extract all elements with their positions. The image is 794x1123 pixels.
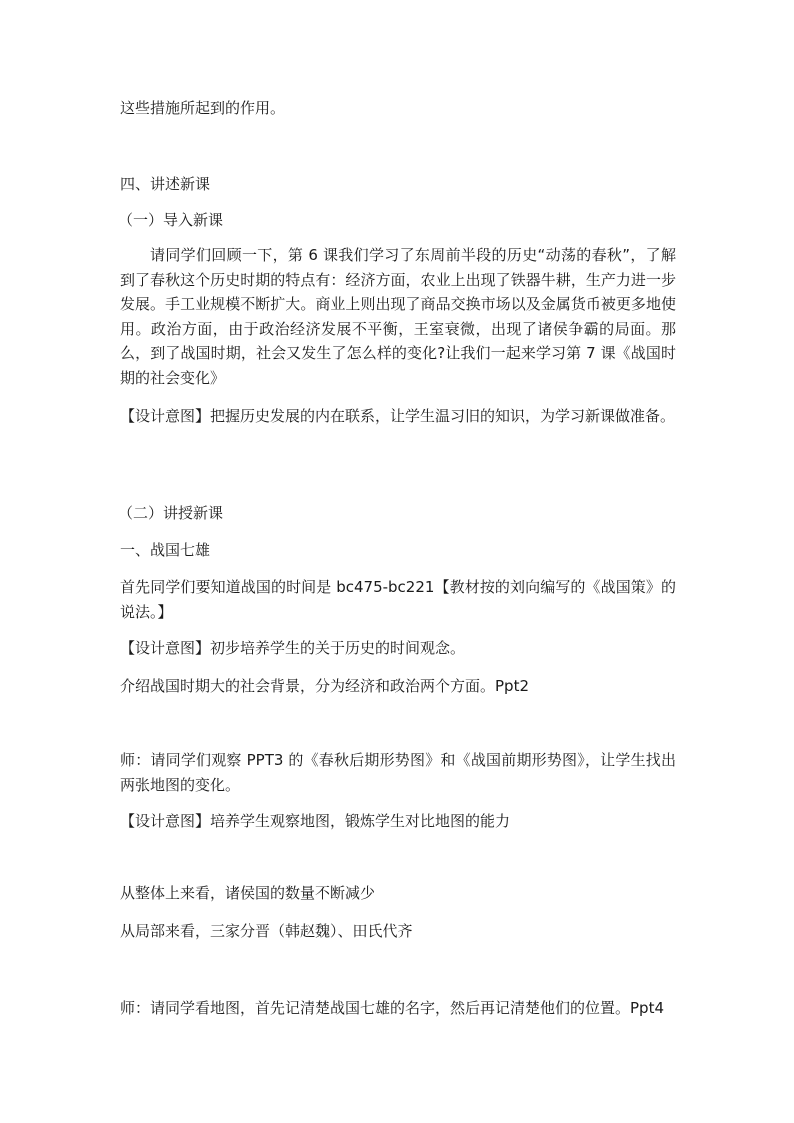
section-heading-lecture: 四、讲述新课	[120, 175, 211, 193]
paragraph-design-intent-2: 【设计意图】初步培养学生的关于历史的时间观念。	[120, 639, 466, 657]
paragraph-teacher-seven-states: 师：请同学看地图，首先记清楚战国七雄的名字，然后再记清楚他们的位置。Ppt4	[120, 999, 664, 1017]
subheading-introduction: （一）导入新课	[118, 211, 224, 229]
paragraph-local-view: 从局部来看，三家分晋（韩赵魏）、田氏代齐	[120, 922, 413, 940]
paragraph-design-intent-3: 【设计意图】培养学生观察地图，锻炼学生对比地图的能力	[120, 812, 511, 830]
paragraph-teacher-maps: 师：请同学们观察 PPT3 的《春秋后期形势图》和《战国前期形势图》，让学生找出两张地图的变化。	[120, 751, 676, 794]
paragraph-design-intent-1: 【设计意图】把握历史发展的内在联系，让学生温习旧的知识，为学习新课做准备。	[120, 407, 676, 425]
paragraph-background: 介绍战国时期大的社会背景，分为经济和政治两个方面。Ppt2	[120, 677, 529, 695]
subheading-new-lesson: （二）讲授新课	[118, 504, 224, 522]
paragraph-continued: 这些措施所起到的作用。	[120, 99, 286, 117]
heading-seven-states: 一、战国七雄	[120, 541, 211, 559]
paragraph-warring-states-time: 首先同学们要知道战国的时间是 bc475-bc221【教材按的刘向编写的《战国策》的说法。】	[120, 578, 676, 621]
paragraph-introduction: 请同学们回顾一下，第 6 课我们学习了东周前半段的历史“动荡的春秋”，了解到了春秋这个历史时期的特点有：经济方面，农业上出现了铁器牛耕，生产力进一步发展。手工业规模不断扩大。商业上则出现了商品交换市场以及金属货币被更多地使用。政治方面，由于政治经济发展不平衡，王室衰微，出现了诸侯争霸的局面。那么，到了战国时期，社会又发生了怎么样的变化?让我们一起来学习第 7 课《战国时期的社会变化》	[120, 246, 676, 387]
paragraph-overall-view: 从整体上来看，诸侯国的数量不断减少	[120, 884, 376, 902]
